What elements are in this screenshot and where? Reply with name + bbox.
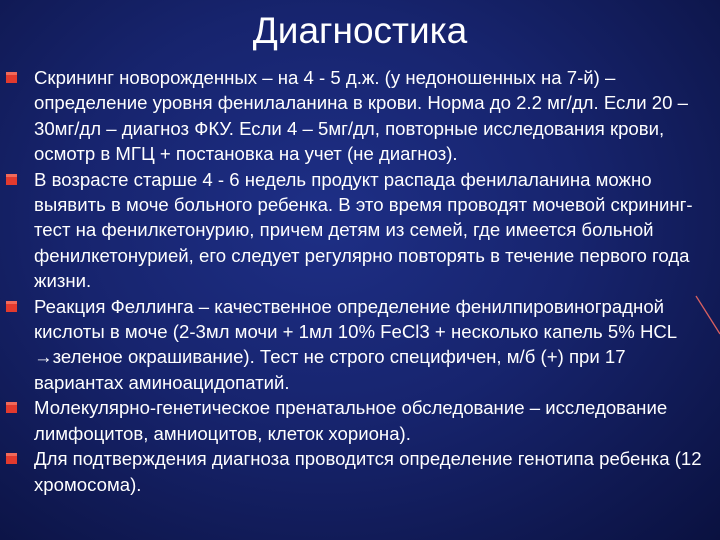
bullet-item xyxy=(0,446,720,497)
bullet-text: Молекулярно-генетическое пренатальное обследование – исследование лимфоцитов, амниоцитов, клеток хориона). xyxy=(34,397,668,444)
slide-title: Диагностика xyxy=(252,10,468,51)
square-bullet-icon xyxy=(6,301,17,312)
square-bullet-icon xyxy=(6,72,17,83)
bullet-item xyxy=(0,294,720,396)
bullet-list xyxy=(0,65,720,497)
bullet-text: Для подтверждения диагноза проводится определение генотипа ребенка (12 хромосома). xyxy=(34,448,702,495)
bullet-text: В возрасте старше 4 - 6 недель продукт распада фенилаланина можно выявить в моче больного ребенка. В это время проводят мочевой скрининг-тест на фенилкетонурию, причем детям из семей, где имеется больной фенилкетонурией, его следует регулярно повторять в течение первого года жизни. xyxy=(34,168,693,292)
bullet-text: Реакция Феллинга – качественное определение фенилпировиноградной кислоты в моче (2-3мл мочи + 1мл 10% FeCl3 + несколько капель 5% HCL →зеленое окрашивание). Тест не строго специфичен, м/б (+) при 17 вариантах аминоацидопатий. xyxy=(34,295,677,393)
square-bullet-icon xyxy=(6,453,17,464)
bullet-item xyxy=(0,395,720,446)
bullet-item xyxy=(0,167,720,294)
square-bullet-icon xyxy=(6,174,17,185)
square-bullet-icon xyxy=(6,402,17,413)
bullet-text: Скрининг новорожденных – на 4 - 5 д.ж. (у недоношенных на 7-й) – определение уровня фенилаланина в крови. Норма до 2.2 мг/дл. Если 20 – 30мг/дл – диагноз ФКУ. Если 4 – 5мг/дл, повторные исследования крови, осмотр в МГЦ + постановка на учет (не диагноз). xyxy=(34,67,688,165)
bullet-item xyxy=(0,65,720,167)
